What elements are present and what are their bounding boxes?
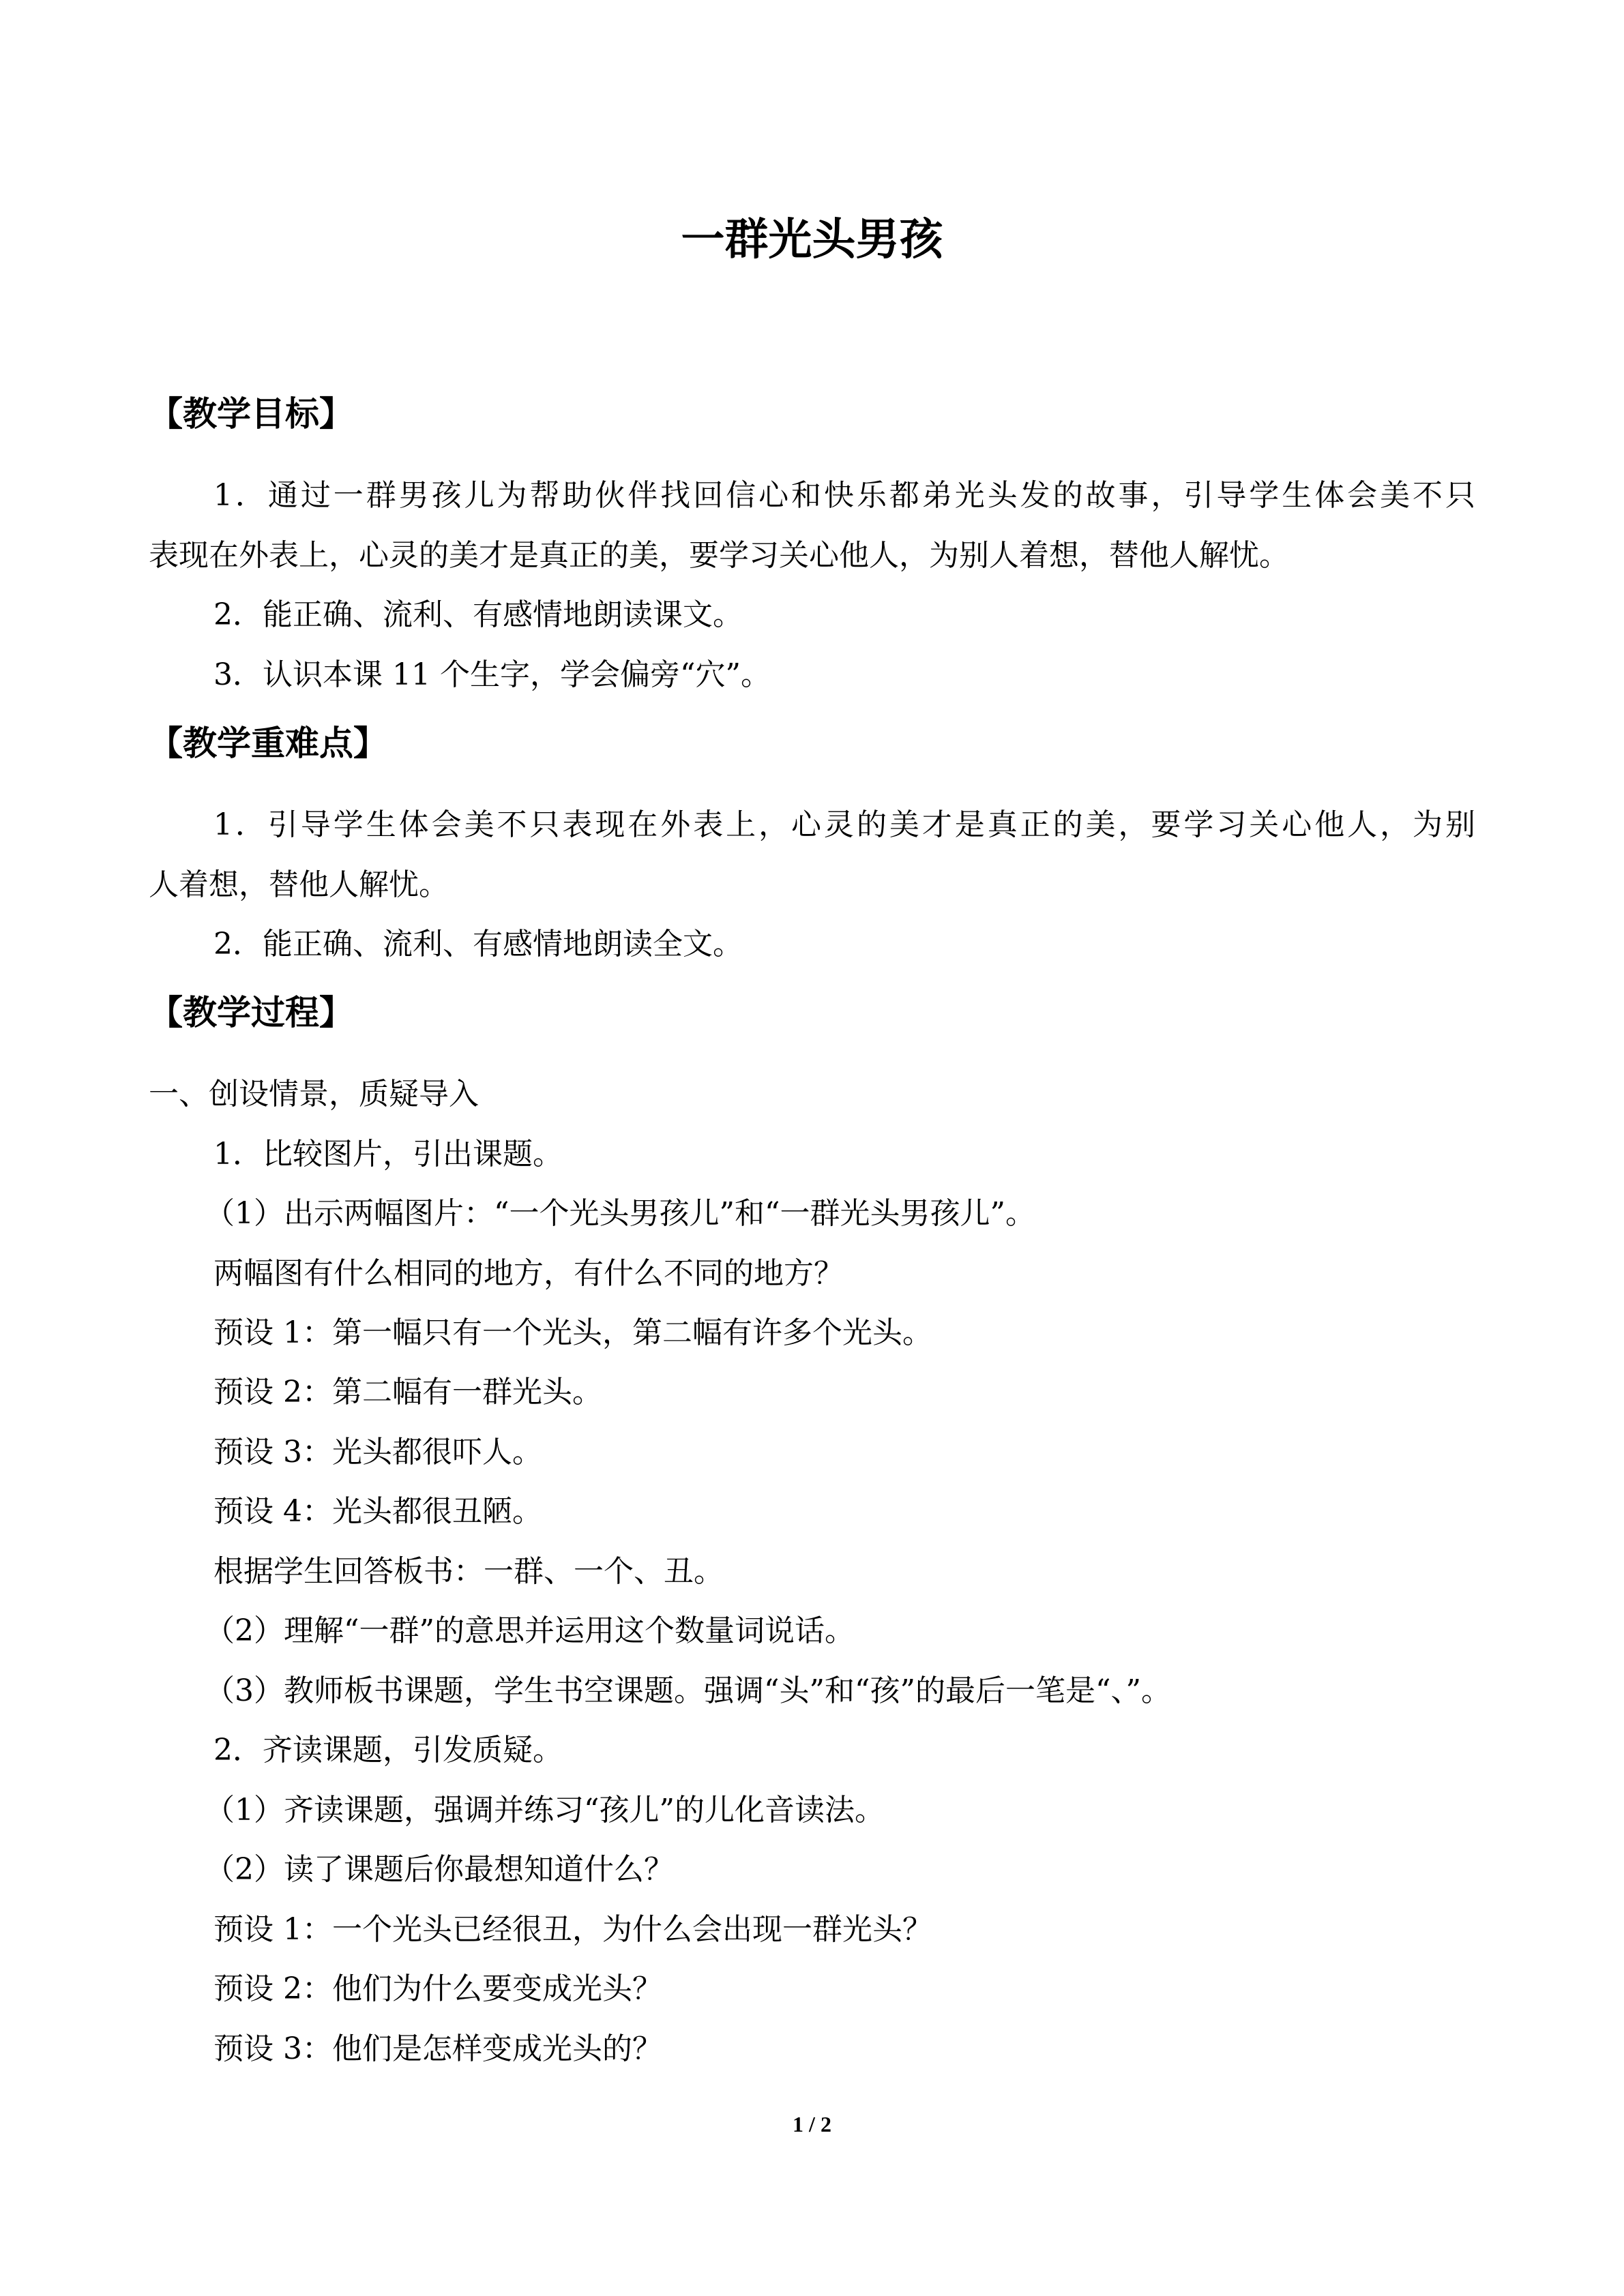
goal-item-2: 2．能正确、流利、有感情地朗读课文。 — [213, 597, 743, 632]
heading-teaching-process: 【教学过程】 — [149, 993, 353, 1032]
process-line: 预设 4：光头都很丑陋。 — [213, 1494, 542, 1529]
process-line: 2．齐读课题，引发质疑。 — [213, 1733, 563, 1768]
process-line: （2）读了课题后你最想知道什么？ — [205, 1852, 674, 1887]
process-line: 两幅图有什么相同的地方，有什么不同的地方？ — [213, 1256, 844, 1291]
process-line: 预设 1：一个光头已经很丑，为什么会出现一群光头？ — [213, 1912, 932, 1947]
process-line: （1）齐读课题，强调并练习“孩儿”的儿化音读法。 — [205, 1793, 885, 1828]
process-line: （1）出示两幅图片：“一个光头男孩儿”和“一群光头男孩儿”。 — [205, 1196, 1035, 1231]
goal-item-3: 3．认识本课 11 个生字，学会偏旁“穴”。 — [213, 657, 771, 692]
process-line: 预设 3：他们是怎样变成光头的？ — [213, 2031, 662, 2066]
keypoint-item-2: 2．能正确、流利、有感情地朗读全文。 — [213, 927, 743, 961]
process-section-1-heading: 一、创设情景，质疑导入 — [149, 1077, 479, 1112]
process-line: （2）理解“一群”的意思并运用这个数量词说话。 — [205, 1613, 855, 1648]
goal-item-1-line-1: 1．通过一群男孩儿为帮助伙伴找回信心和快乐都弟光头发的故事，引导学生体会美不只 — [213, 478, 1475, 513]
heading-key-points: 【教学重难点】 — [149, 724, 387, 763]
process-line: 1．比较图片，引出课题。 — [213, 1137, 563, 1172]
keypoint-item-1-line-2: 人着想，替他人解忧。 — [149, 867, 449, 902]
keypoint-item-1-line-1: 1．引导学生体会美不只表现在外表上，心灵的美才是真正的美，要学习关心他人，为别 — [213, 807, 1475, 842]
process-line: 根据学生回答板书：一群、一个、丑。 — [213, 1554, 724, 1589]
page-number: 1 / 2 — [793, 2112, 831, 2136]
document-title: 一群光头男孩 — [681, 215, 943, 265]
process-line: 预设 2：他们为什么要变成光头？ — [213, 1971, 662, 2006]
process-line: 预设 2：第二幅有一群光头。 — [213, 1375, 602, 1410]
heading-teaching-goals: 【教学目标】 — [149, 394, 353, 434]
process-line: 预设 1：第一幅只有一个光头，第二幅有许多个光头。 — [213, 1315, 932, 1350]
goal-item-1-line-2: 表现在外表上，心灵的美才是真正的美，要学习关心他人，为别人着想，替他人解忧。 — [149, 538, 1289, 573]
process-line: 预设 3：光头都很吓人。 — [213, 1435, 542, 1470]
process-line: （3）教师板书课题，学生书空课题。强调“头”和“孩”的最后一笔是“、”。 — [205, 1673, 1171, 1708]
